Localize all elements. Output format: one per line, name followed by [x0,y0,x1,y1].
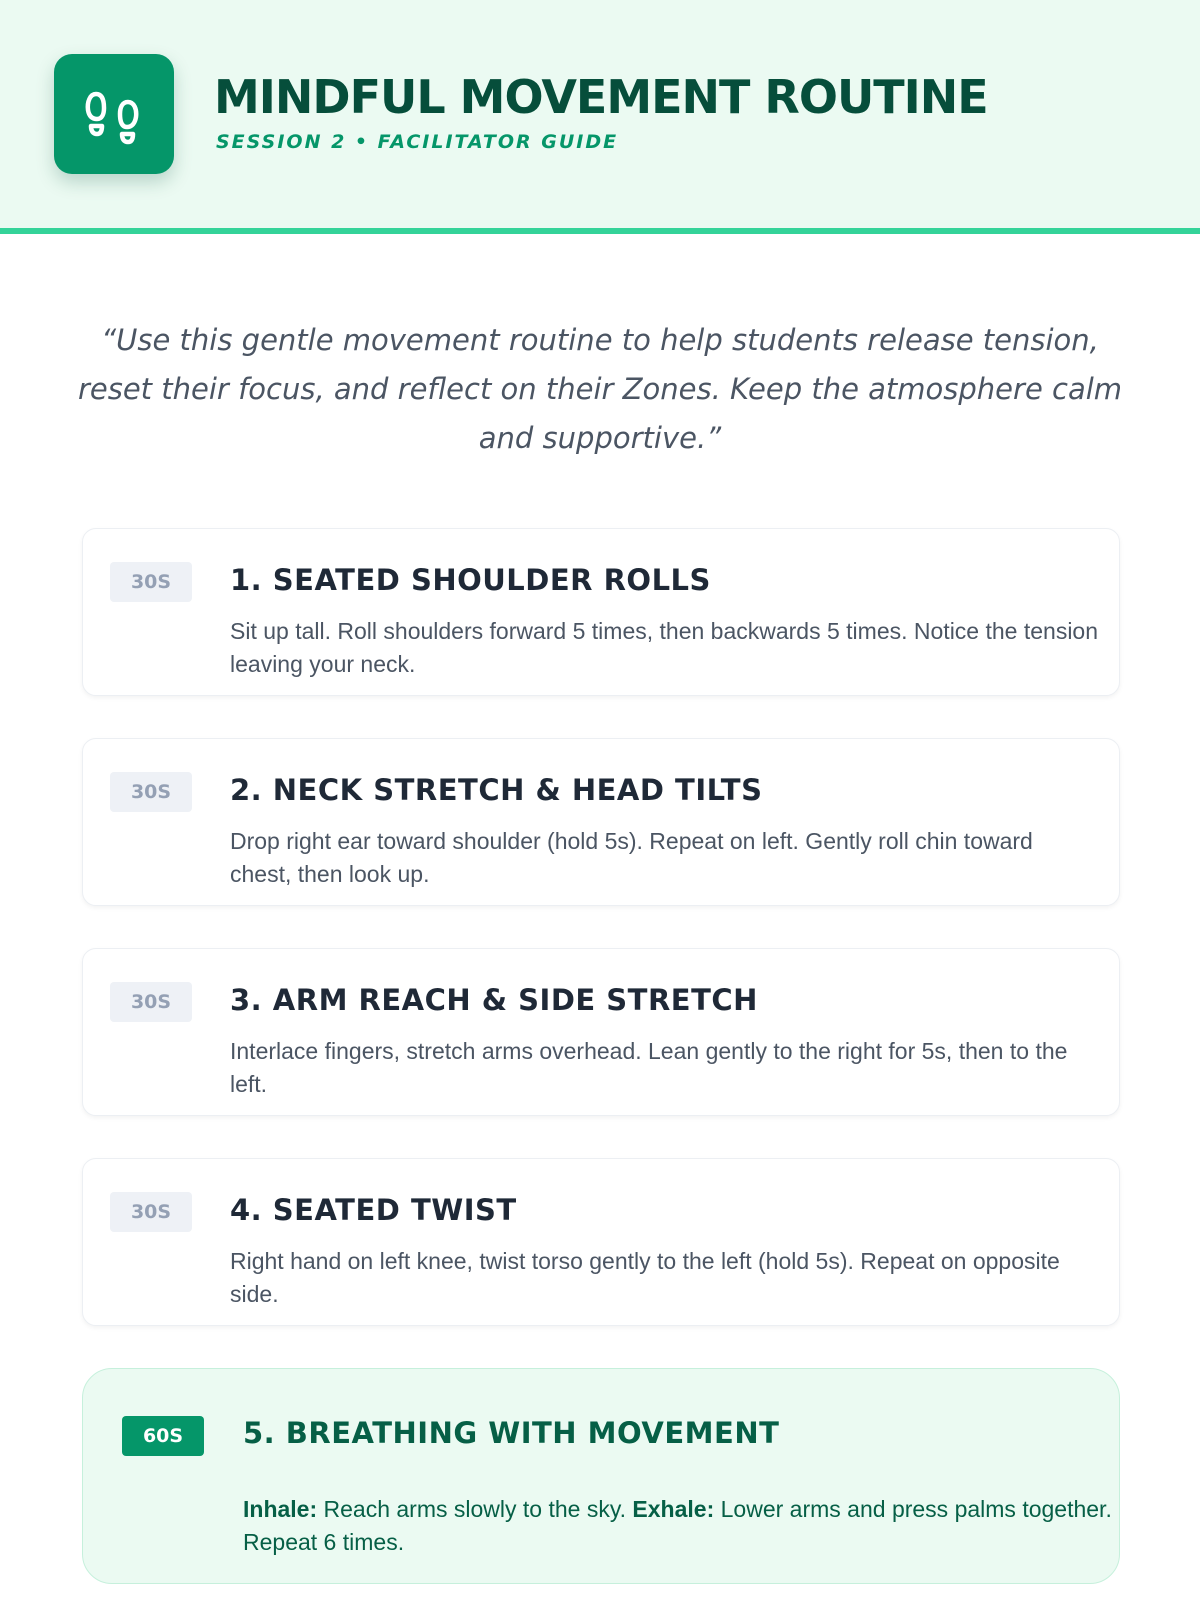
breathing-card [82,1368,1120,1584]
duration-badge: 30S [110,562,192,602]
page-title: MINDFUL MOVEMENT ROUTINE [214,70,988,124]
page-subtitle: SESSION 2 • FACILITATOR GUIDE [216,131,619,153]
footprints-icon [82,84,146,148]
intro-quote: “Use this gentle movement routine to help students release tension, reset their focus, and reflect on their Zones. Keep the atmosphere calm and supportive.” [77,323,1123,455]
exercise-title: 1. SEATED SHOULDER ROLLS [230,563,711,597]
exercise-card [82,528,1120,696]
duration-badge: 30S [110,772,192,812]
exercise-description: Drop right ear toward shoulder (hold 5s). Repeat on left. Gently roll chin toward chest, then look up. [230,828,1033,887]
exercise-card [82,948,1120,1116]
duration-badge: 60S [122,1416,204,1456]
exercise-title: 3. ARM REACH & SIDE STRETCH [230,983,758,1017]
page-header [0,0,1200,234]
exercise-description: Sit up tall. Roll shoulders forward 5 times, then backwards 5 times. Notice the tension leaving your neck. [230,618,1099,677]
exercise-description: Interlace fingers, stretch arms overhead. Lean gently to the right for 5s, then to the left. [230,1038,1068,1097]
exercise-title: 2. NECK STRETCH & HEAD TILTS [230,773,763,807]
exercise-title: 5. BREATHING WITH MOVEMENT [243,1416,780,1450]
exercise-description: Right hand on left knee, twist torso gently to the left (hold 5s). Repeat on opposite side. [230,1248,1060,1307]
exercise-description [243,1493,1113,1559]
logo-badge [54,54,174,174]
inhale-text: Reach arms slowly to the sky. [317,1496,633,1522]
exhale-label: Exhale: [632,1496,715,1522]
duration-badge: 30S [110,982,192,1022]
exercise-card [82,738,1120,906]
exhale-text: Lower arms and press palms together. Repeat 6 times. [243,1496,1112,1555]
duration-badge: 30S [110,1192,192,1232]
inhale-label: Inhale: [243,1496,318,1522]
exercise-title: 4. SEATED TWIST [230,1193,517,1227]
exercise-card [82,1158,1120,1326]
